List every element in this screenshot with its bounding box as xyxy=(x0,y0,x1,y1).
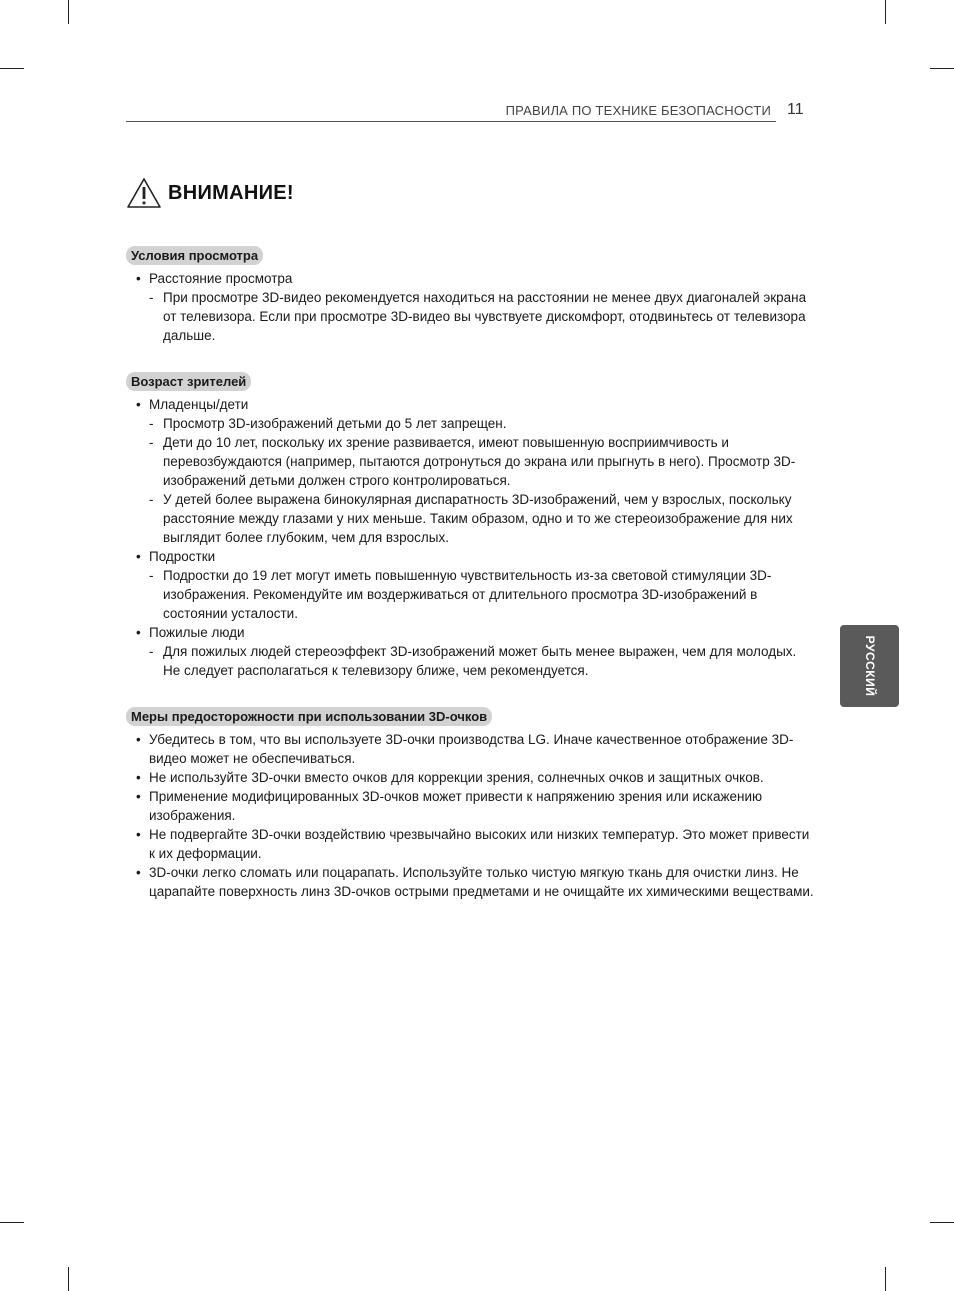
section-heading: Меры предосторожности при использовании 3D-очков xyxy=(126,707,492,726)
safety-content xyxy=(126,246,816,928)
language-side-tab xyxy=(840,625,899,707)
crop-mark xyxy=(930,68,954,69)
crop-mark xyxy=(0,1222,24,1223)
bullet-item: • Не используйте 3D-очки вместо очков для коррекции зрения, солнечных очков и защитных очков. xyxy=(126,768,816,787)
dash-item: - У детей более выражена бинокулярная диспаратность 3D-изображений, чем у взрослых, поскольку расстояние между глазами у них меньше. Таким образом, одно и то же стереоизображение для них выглядит более глубоким, чем для взрослых. xyxy=(126,490,816,547)
section-heading: Условия просмотра xyxy=(126,246,263,265)
crop-mark xyxy=(68,1267,69,1291)
dash-item: - Просмотр 3D-изображений детьми до 5 лет запрещен. xyxy=(126,414,816,433)
dash-item: - При просмотре 3D-видео рекомендуется находиться на расстоянии не менее двух диагоналей экрана от телевизора. Если при просмотре 3D-видео вы чувствуете дискомфорт, отодвиньтесь от телевизора дальше. xyxy=(126,288,816,345)
section-viewer-age xyxy=(126,372,816,680)
dash-item: - Для пожилых людей стереоэффект 3D-изображений может быть менее выражен, чем для молодых. Не следует располагаться к телевизору ближе, чем рекомендуется. xyxy=(126,642,816,680)
dash-item: - Подростки до 19 лет могут иметь повышенную чувствительность из-за световой стимуляции 3D-изображения. Рекомендуйте им воздерживаться от длительного просмотра 3D-изображений в состоянии усталости. xyxy=(126,566,816,623)
crop-mark xyxy=(930,1222,954,1223)
bullet-item: • Не подвергайте 3D-очки воздействию чрезвычайно высоких или низких температур. Это может привести к их деформации. xyxy=(126,825,816,863)
section-3d-glasses-precautions xyxy=(126,707,816,901)
caution-title: ВНИМАНИЕ! xyxy=(168,181,294,204)
bullet-item: • Младенцы/дети xyxy=(126,395,816,414)
crop-mark xyxy=(885,0,886,24)
bullet-item: • 3D-очки легко сломать или поцарапать. Используйте только чистую мягкую ткань для очистки линз. Не царапайте поверхность линз 3D-очков острыми предметами и не очищайте их химическими веществами. xyxy=(126,863,816,901)
page-number: 11 xyxy=(787,101,804,118)
header-divider xyxy=(126,121,776,122)
section-viewing-conditions xyxy=(126,246,816,345)
bullet-item: • Подростки xyxy=(126,547,816,566)
crop-mark xyxy=(885,1267,886,1291)
bullet-item: • Применение модифицированных 3D-очков может привести к напряжению зрения или искажению изображения. xyxy=(126,787,816,825)
section-heading: Возраст зрителей xyxy=(126,372,251,391)
crop-mark xyxy=(0,68,24,69)
language-tab-label: РУССКИЙ xyxy=(862,635,877,697)
bullet-item: • Пожилые люди xyxy=(126,623,816,642)
bullet-item: • Убедитесь в том, что вы используете 3D-очки производства LG. Иначе качественное отображение 3D-видео может не обеспечиваться. xyxy=(126,730,816,768)
dash-item: - Дети до 10 лет, поскольку их зрение развивается, имеют повышенную восприимчивость и перевозбуждаются (например, пытаются дотронуться до экрана или прыгнуть в него). Просмотр 3D-изображений детьми должен строго контролироваться. xyxy=(126,433,816,490)
caution-heading xyxy=(126,177,294,209)
running-header-title: ПРАВИЛА ПО ТЕХНИКЕ БЕЗОПАСНОСТИ xyxy=(505,103,771,118)
bullet-item: • Расстояние просмотра xyxy=(126,269,816,288)
crop-mark xyxy=(68,0,69,24)
warning-triangle-icon xyxy=(126,177,162,209)
